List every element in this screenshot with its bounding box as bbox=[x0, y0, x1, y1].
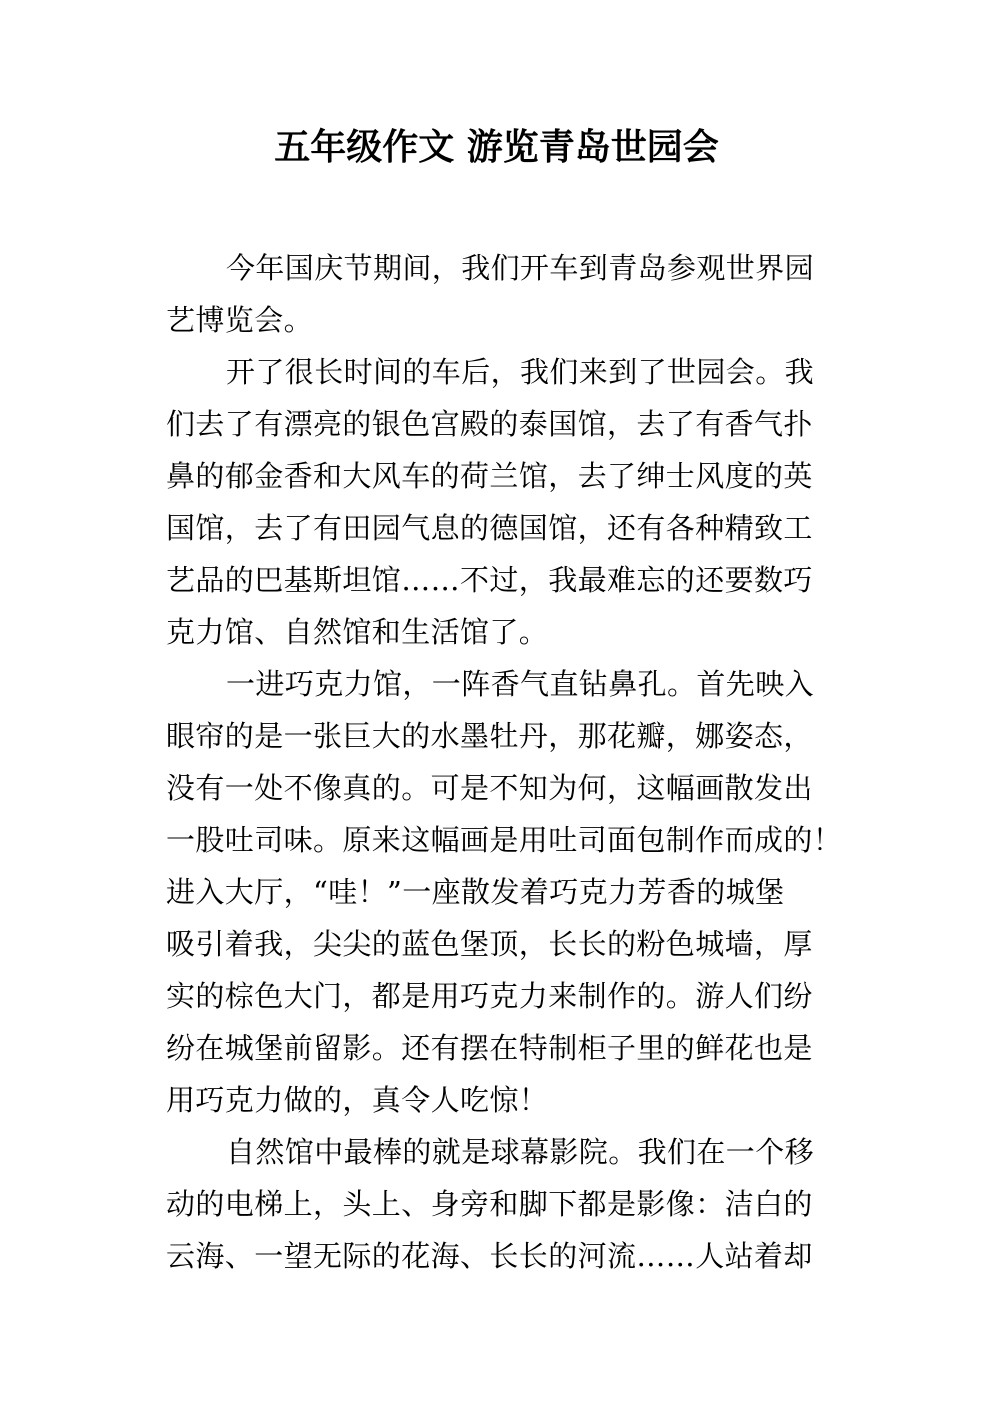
text-line: 国馆，去了有田园气息的德国馆，还有各种精致工 bbox=[166, 511, 813, 545]
text-line: 没有一处不像真的。可是不知为何，这幅画散发出 bbox=[166, 771, 813, 805]
text-line: 鼻的郁金香和大风车的荷兰馆，去了绅士风度的英 bbox=[166, 459, 813, 493]
text-line: 开了很长时间的车后，我们来到了世园会。我 bbox=[226, 355, 815, 389]
text-line: 纷在城堡前留影。还有摆在特制柜子里的鲜花也是 bbox=[166, 1031, 813, 1065]
text-line: 艺品的巴基斯坦馆……不过，我最难忘的还要数巧 bbox=[166, 563, 813, 597]
document-title: 五年级作文 游览青岛世园会 bbox=[274, 127, 719, 168]
text-line: 实的棕色大门，都是用巧克力来制作的。游人们纷 bbox=[166, 979, 813, 1013]
text-line: 们去了有漂亮的银色宫殿的泰国馆，去了有香气扑 bbox=[166, 407, 813, 441]
text-line: 用巧克力做的，真令人吃惊！ bbox=[166, 1083, 549, 1117]
text-line: 吸引着我，尖尖的蓝色堡顶，长长的粉色城墙，厚 bbox=[166, 927, 813, 961]
text-line: 进入大厅，“哇！”一座散发着巧克力芳香的城堡 bbox=[166, 875, 785, 909]
text-line: 一股吐司味。原来这幅画是用吐司面包制作而成的！ bbox=[166, 823, 843, 857]
text-line: 自然馆中最棒的就是球幕影院。我们在一个移 bbox=[226, 1135, 815, 1169]
text-line: 今年国庆节期间，我们开车到青岛参观世界园 bbox=[226, 251, 815, 285]
text-line: 克力馆、自然馆和生活馆了。 bbox=[166, 615, 549, 649]
text-line: 云海、一望无际的花海、长长的河流……人站着却 bbox=[166, 1239, 813, 1273]
text-line: 眼帘的是一张巨大的水墨牡丹，那花瓣，娜姿态， bbox=[166, 719, 813, 753]
text-line: 动的电梯上，头上、身旁和脚下都是影像：洁白的 bbox=[166, 1187, 813, 1221]
text-line: 一进巧克力馆，一阵香气直钻鼻孔。首先映入 bbox=[226, 667, 815, 701]
text-line: 艺博览会。 bbox=[166, 303, 314, 337]
